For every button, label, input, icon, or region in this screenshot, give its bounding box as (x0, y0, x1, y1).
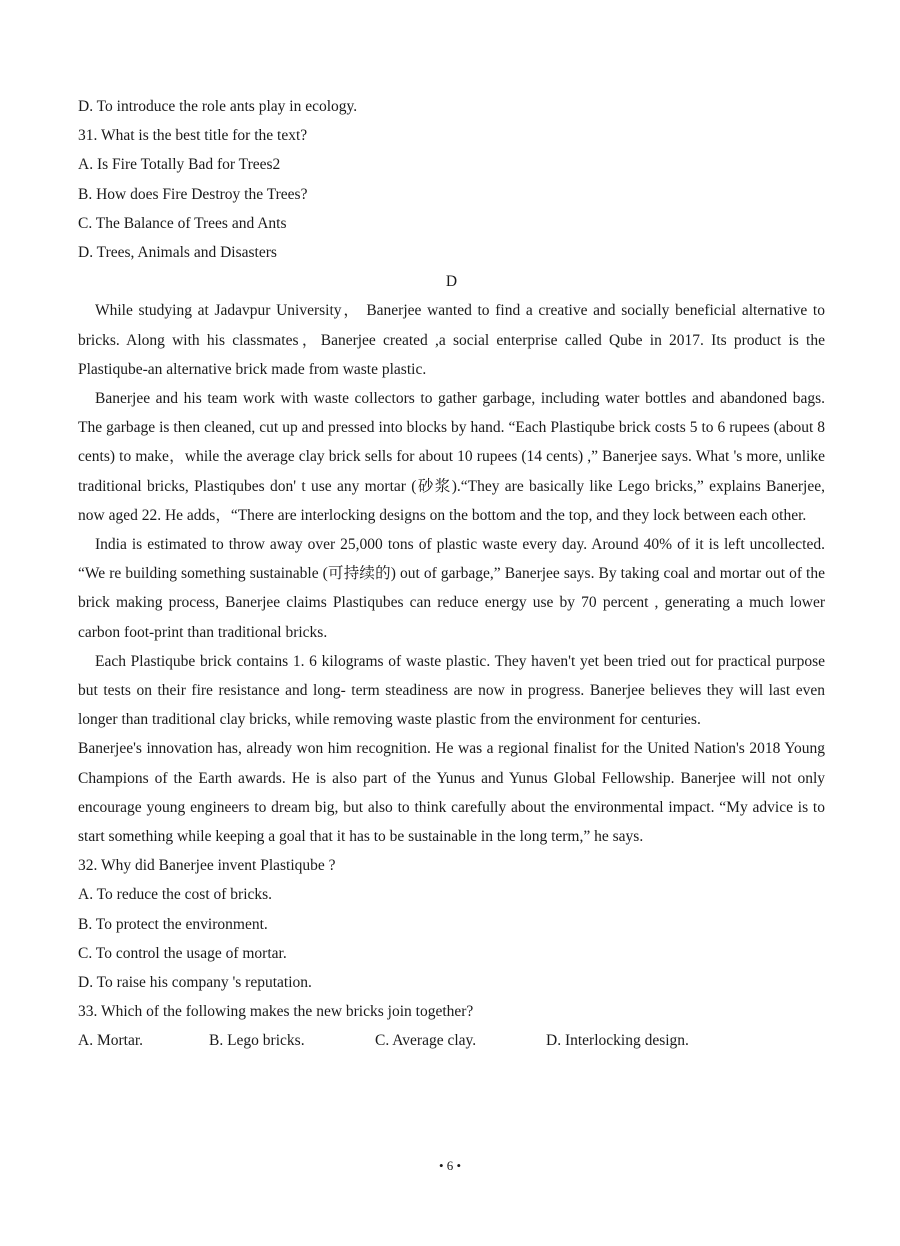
question-33-option-a: A. Mortar. (78, 1032, 144, 1050)
passage-paragraph-4: Each Plastiqube brick contains 1. 6 kilograms of waste plastic. They haven't yet been tried out for practical purpose but tests on their fire resistance and long- term steadiness are now in progress. Banerjee believes they will last even longer than traditional clay bricks, while removing waste plastic from the environment for centuries. (78, 652, 825, 729)
question-33-option-b: B. Lego bricks. (209, 1032, 305, 1050)
page-number: • 6 • (438, 1158, 462, 1173)
question-31-option-c: C. The Balance of Trees and Ants (78, 214, 287, 232)
question-32-option-c: C. To control the usage of mortar. (78, 944, 287, 962)
passage-paragraph-1: While studying at Jadavpur University， Banerjee wanted to find a creative and socially beneficial alternative to bricks. Along with his classmates，Banerjee created ,a social enterprise called Qube in 2017. Its product is the Plastiqube-an alternative brick made from waste plastic. (78, 302, 825, 378)
q30-option-d: D. To introduce the role ants play in ecology. (78, 98, 358, 115)
passage-paragraph-3: India is estimated to throw away over 25,000 tons of plastic waste every day. Around 40% of it is left uncollected. “We re building something sustainable (可持续的) out of garbage,” Banerjee says. By taking coal and mortar out of the brick making process, Banerjee claims Plastiqubes can reduce energy use by 70 percent , generating a much lower carbon foot-print than traditional bricks. (78, 535, 825, 641)
passage-paragraph-2: Banerjee and his team work with waste collectors to gather garbage, including water bottles and abandoned bags. The garbage is then cleaned, cut up and pressed into blocks by hand. “Each Plastiqube brick costs 5 to 6 rupees (about 8 cents) to make，while the average clay brick sells for about 10 rupees (14 cents) ,” Banerjee says. What 's more, unlike traditional bricks, Plastiqubes don' t use any mortar (砂浆).“They are basically like Lego bricks,” explains Banerjee, now aged 22. He adds，“There are interlocking designs on the bottom and the top, and they lock between each other. (78, 389, 825, 524)
question-31 (78, 121, 825, 267)
question-33 (78, 997, 825, 1055)
question-32-option-a: A. To reduce the cost of bricks. (78, 886, 273, 904)
question-33-stem: 33. Which of the following makes the new bricks join together? (78, 1003, 474, 1021)
question-32-option-b: B. To protect the environment. (78, 915, 268, 933)
exam-page (78, 92, 825, 1055)
question-33-options (78, 1026, 825, 1055)
question-31-option-b: B. How does Fire Destroy the Trees? (78, 185, 308, 203)
question-33-option-d: D. Interlocking design. (546, 1032, 689, 1050)
question-31-stem: 31. What is the best title for the text? (78, 127, 308, 145)
question-32 (78, 851, 825, 997)
question-32-stem: 32. Why did Banerjee invent Plastiqube ? (78, 857, 336, 875)
question-31-option-d: D. Trees, Animals and Disasters (78, 243, 277, 261)
question-32-option-d: D. To raise his company 's reputation. (78, 973, 312, 991)
question-31-option-a: A. Is Fire Totally Bad for Trees2 (78, 156, 281, 174)
question-33-option-c: C. Average clay. (375, 1032, 477, 1050)
passage-section-label: D (445, 273, 458, 291)
passage-paragraph-5: Banerjee's innovation has, already won him recognition. He was a regional finalist for the United Nation's 2018 Young Champions of the Earth awards. He is also part of the Yunus and Yunus Global Fellowship. Banerjee will not only encourage young engineers to dream big, but also to think carefully about the environmental impact. “My advice is to start something while keeping a goal that it has to be sustainable in the long term,” he says. (78, 740, 825, 845)
passage-d (78, 296, 825, 851)
